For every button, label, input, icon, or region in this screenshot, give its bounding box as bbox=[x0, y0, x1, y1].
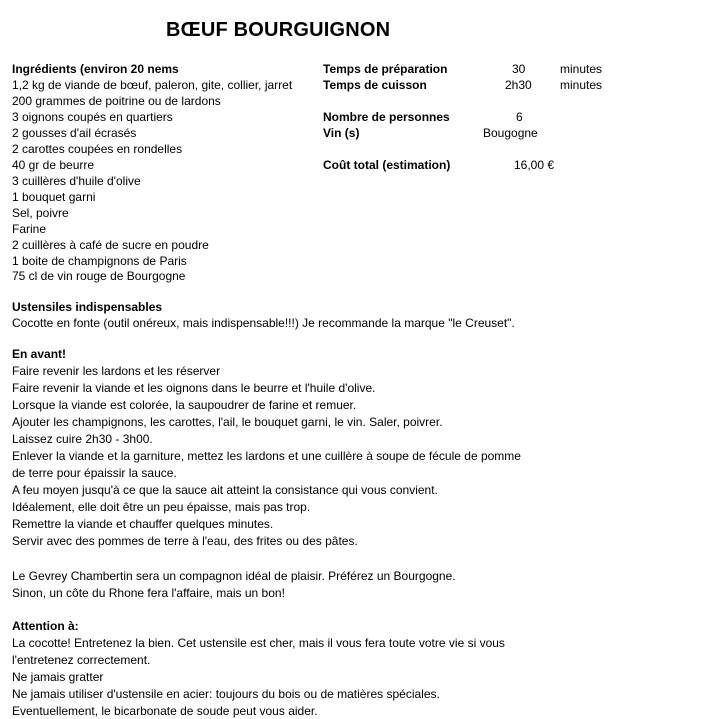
step-item: Enlever la viande et la garniture, mettez les lardons et une cuillère à soupe de fécule de pomme bbox=[12, 449, 521, 463]
step-item: Laissez cuire 2h30 - 3h00. bbox=[12, 432, 153, 446]
attention-heading: Attention à: bbox=[12, 619, 79, 633]
prep-time-unit: minutes bbox=[560, 62, 603, 76]
ingredient-item: 200 grammes de poitrine ou de lardons bbox=[12, 94, 221, 108]
cost-value: 16,00 € bbox=[514, 158, 555, 172]
ingredient-item: Farine bbox=[12, 222, 47, 236]
attention-item: La cocotte! Entretenez la bien. Cet ustensile est cher, mais il vous fera toute votre vie si vous bbox=[12, 636, 505, 650]
page-title: BŒUF BOURGUIGNON bbox=[166, 19, 391, 41]
ingredient-item: 2 carottes coupées en rondelles bbox=[12, 142, 183, 156]
cost-label: Coût total (estimation) bbox=[323, 158, 451, 172]
persons-value: 6 bbox=[516, 110, 523, 124]
ingredients-heading: Ingrédients (environ 20 nems bbox=[12, 62, 179, 76]
cook-time-unit: minutes bbox=[560, 78, 603, 92]
step-item: Faire revenir les lardons et les réserver bbox=[12, 364, 221, 378]
attention-item: Ne jamais utiliser d'ustensile en acier: toujours du bois ou de matières spéciales. bbox=[12, 687, 440, 701]
persons-label: Nombre de personnes bbox=[323, 110, 450, 124]
steps-heading: En avant! bbox=[12, 347, 67, 361]
ingredient-item: 1 bouquet garni bbox=[12, 190, 96, 204]
cook-time-label: Temps de cuisson bbox=[323, 78, 427, 92]
step-item: Ajouter les champignons, les carottes, l'ail, le bouquet garni, le vin. Saler, poivrer. bbox=[12, 415, 443, 429]
attention-item: Eventuellement, le bicarbonate de soude peut vous aider. bbox=[12, 704, 318, 718]
step-item: Servir avec des pommes de terre à l'eau, des frites ou des pâtes. bbox=[12, 534, 358, 548]
attention-item: l'entretenez correctement. bbox=[12, 653, 151, 667]
ingredient-item: 2 gousses d'ail écrasés bbox=[12, 126, 137, 140]
utensils-heading: Ustensiles indispensables bbox=[12, 300, 163, 314]
ingredient-item: 1 boite de champignons de Paris bbox=[12, 254, 187, 268]
ingredient-item: 40 gr de beurre bbox=[12, 158, 95, 172]
prep-time-label: Temps de préparation bbox=[323, 62, 448, 76]
step-item: Remettre la viande et chauffer quelques minutes. bbox=[12, 517, 274, 531]
ingredient-item: 75 cl de vin rouge de Bourgogne bbox=[12, 269, 186, 283]
ingredient-item: 1,2 kg de viande de bœuf, paleron, gite, collier, jarret bbox=[12, 78, 293, 92]
step-item: Faire revenir la viande et les oignons dans le beurre et l'huile d'olive. bbox=[12, 381, 376, 395]
step-item: Idéalement, elle doit être un peu épaisse, mais pas trop. bbox=[12, 500, 311, 514]
ingredient-item: 3 oignons coupés en quartiers bbox=[12, 110, 173, 124]
step-item: de terre pour épaissir la sauce. bbox=[12, 466, 177, 480]
ingredient-item: 3 cuillères d'huile d'olive bbox=[12, 174, 141, 188]
wine-note-line: Sinon, un côte du Rhone fera l'affaire, mais un bon! bbox=[12, 586, 285, 600]
wine-note-line: Le Gevrey Chambertin sera un compagnon idéal de plaisir. Préférez un Bourgogne. bbox=[12, 569, 456, 583]
wine-label: Vin (s) bbox=[323, 126, 360, 140]
utensils-text: Cocotte en fonte (outil onéreux, mais indispensable!!!) Je recommande la marque "le Creuset". bbox=[12, 316, 515, 330]
ingredient-item: Sel, poivre bbox=[12, 206, 69, 220]
step-item: Lorsque la viande est colorée, la saupoudrer de farine et remuer. bbox=[12, 398, 357, 412]
prep-time-value: 30 bbox=[512, 62, 526, 76]
ingredient-item: 2 cuillères à café de sucre en poudre bbox=[12, 238, 209, 252]
wine-value: Bougogne bbox=[483, 126, 538, 140]
step-item: A feu moyen jusqu'à ce que la sauce ait atteint la consistance qui vous convient. bbox=[12, 483, 438, 497]
attention-item: Ne jamais gratter bbox=[12, 670, 104, 684]
cook-time-value: 2h30 bbox=[505, 78, 532, 92]
